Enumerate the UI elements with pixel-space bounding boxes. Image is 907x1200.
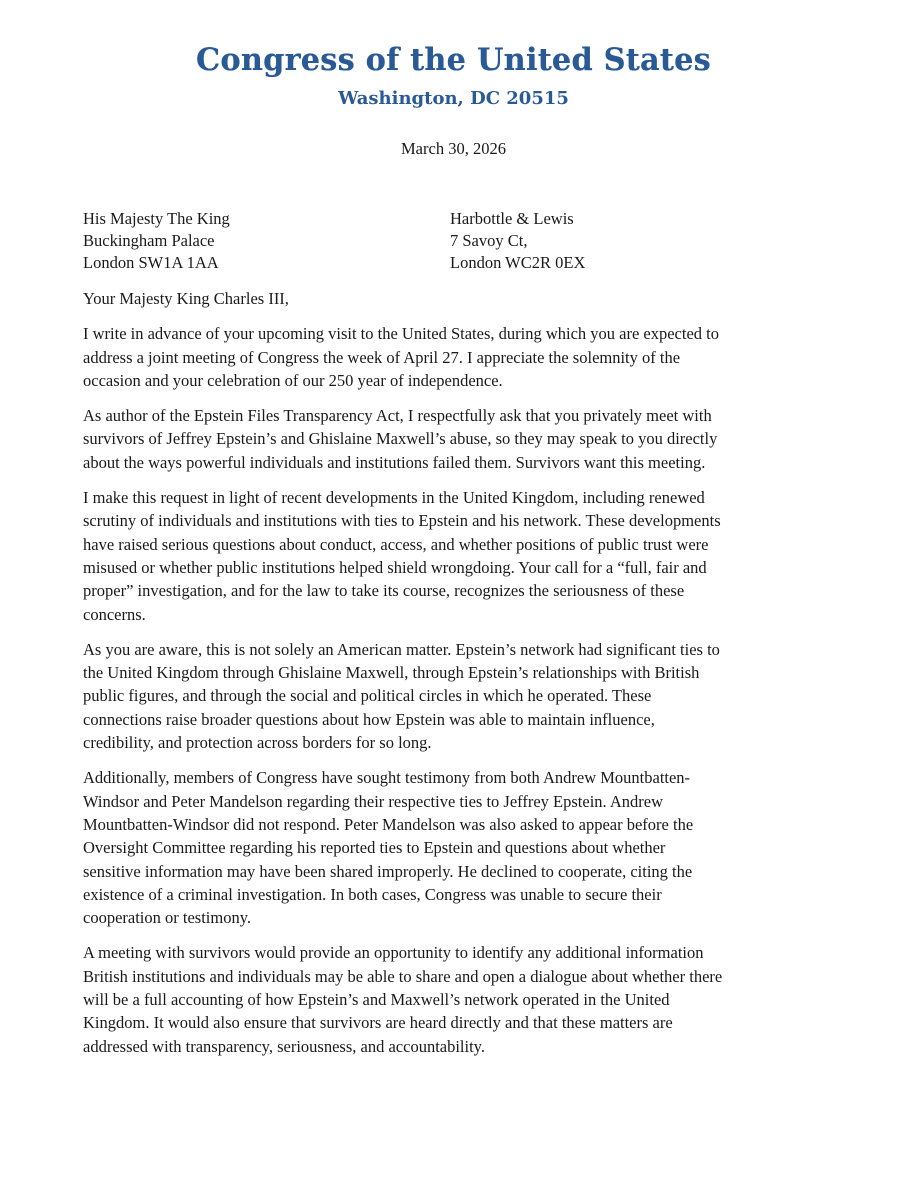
paragraph-uk-ties	[83, 638, 853, 754]
text-line: address a joint meeting of Congress the week of April 27. I appreciate the solemnity of the	[83, 347, 681, 367]
text-line: about the ways powerful individuals and institutions failed them. Survivors want this meeting.	[83, 452, 706, 472]
text-line: the United Kingdom through Ghislaine Maxwell, through Epstein’s relationships with British	[83, 663, 700, 683]
letter-date: March 30, 2026	[401, 139, 506, 158]
text-line: I make this request in light of recent developments in the United Kingdom, including renewed	[83, 488, 705, 508]
text-line: proper” investigation, and for the law to take its course, recognizes the seriousness of these	[83, 581, 685, 601]
recipient-address-left	[83, 208, 230, 274]
text-line: As author of the Epstein Files Transparency Act, I respectfully ask that you privately meet with	[83, 406, 712, 426]
text-line: credibility, and protection across borders for so long.	[83, 733, 432, 753]
text-line: occasion and your celebration of our 250 year of independence.	[83, 370, 503, 390]
address-line: His Majesty The King	[83, 209, 230, 228]
letterhead	[0, 40, 907, 112]
text-line: concerns.	[83, 604, 146, 624]
paragraph-developments	[83, 486, 853, 626]
text-line: cooperation or testimony.	[83, 908, 252, 928]
letterhead-subtitle: Washington, DC 20515	[338, 88, 569, 109]
text-line: survivors of Jeffrey Epstein’s and Ghislaine Maxwell’s abuse, so they may speak to you directly	[83, 429, 718, 449]
text-line: Additionally, members of Congress have sought testimony from both Andrew Mountbatten-	[83, 768, 691, 788]
paragraph-meeting	[83, 941, 853, 1057]
text-line: connections raise broader questions about how Epstein was able to maintain influence,	[83, 709, 655, 729]
text-line: Oversight Committee regarding his reported ties to Epstein and questions about whether	[83, 838, 666, 858]
text-line: Mountbatten-Windsor did not respond. Peter Mandelson was also asked to appear before the	[83, 814, 694, 834]
text-line: will be a full accounting of how Epstein’s and Maxwell’s network operated in the United	[83, 990, 670, 1010]
text-line: As you are aware, this is not solely an American matter. Epstein’s network had significant ties to	[83, 639, 720, 659]
letter-body	[83, 287, 853, 1070]
text-line: misused or whether public institutions helped shield wrongdoing. Your call for a “full, fair and	[83, 557, 707, 577]
text-line: sensitive information may have been shared improperly. He declined to cooperate, citing the	[83, 861, 693, 881]
text-line: Windsor and Peter Mandelson regarding their respective ties to Jeffrey Epstein. Andrew	[83, 791, 664, 811]
letterhead-title: Congress of the United States	[196, 42, 711, 78]
text-line: Kingdom. It would also ensure that survivors are heard directly and that these matters are	[83, 1013, 673, 1033]
address-line: Buckingham Palace	[83, 231, 215, 250]
paragraph-visit	[83, 322, 853, 392]
address-line: London SW1A 1AA	[83, 253, 219, 272]
text-line: A meeting with survivors would provide an opportunity to identify any additional information	[83, 943, 704, 963]
address-line: 7 Savoy Ct,	[450, 231, 528, 250]
text-line: addressed with transparency, seriousness, and accountability.	[83, 1036, 485, 1056]
text-line: scrutiny of individuals and institutions with ties to Epstein and his network. These developments	[83, 511, 721, 531]
address-line: London WC2R 0EX	[450, 253, 586, 272]
text-line: British institutions and individuals may be able to share and open a dialogue about whether there	[83, 966, 723, 986]
recipient-address-right	[450, 208, 585, 274]
paragraph-request	[83, 404, 853, 474]
text-line: existence of a criminal investigation. In both cases, Congress was unable to secure their	[83, 884, 662, 904]
text-line: public figures, and through the social and political circles in which he operated. These	[83, 686, 652, 706]
paragraph-testimony	[83, 766, 853, 929]
salutation: Your Majesty King Charles III,	[83, 289, 289, 308]
address-line: Harbottle & Lewis	[450, 209, 574, 228]
text-line: have raised serious questions about conduct, access, and whether positions of public trust were	[83, 534, 709, 554]
text-line: I write in advance of your upcoming visit to the United States, during which you are expected to	[83, 324, 719, 344]
